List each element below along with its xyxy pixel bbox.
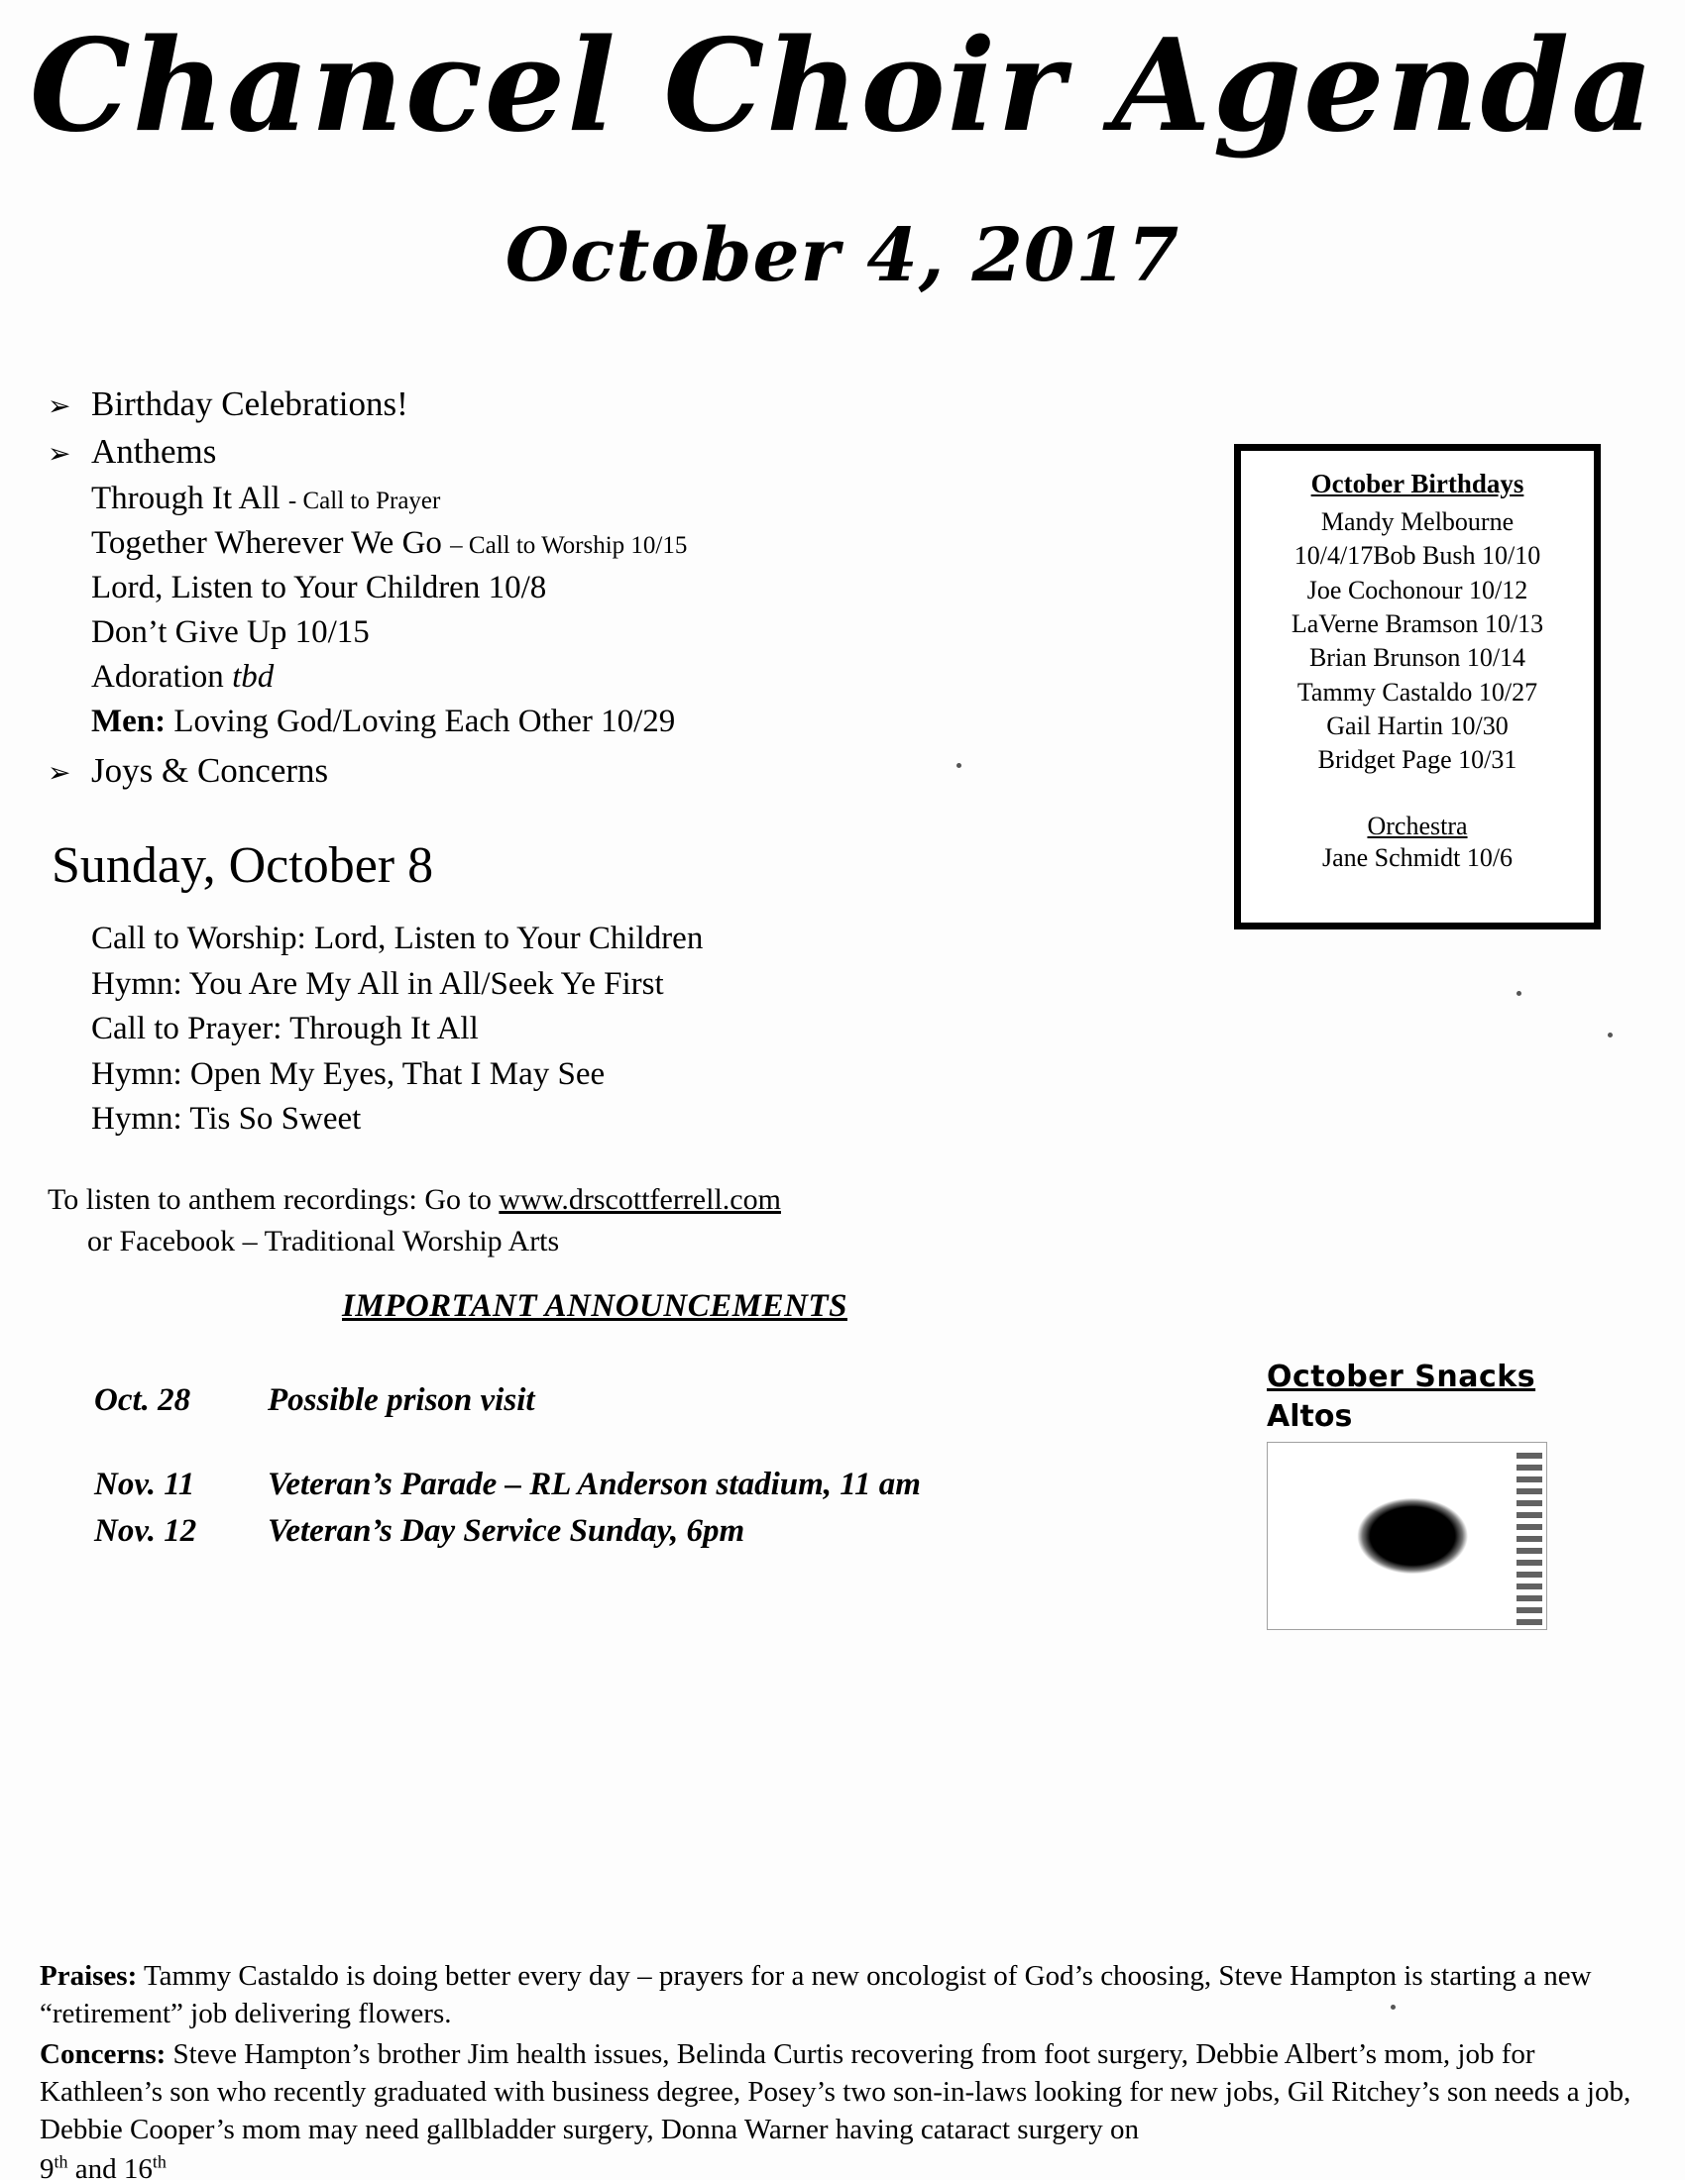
- anthem-note: tbd: [232, 658, 275, 695]
- praises-label: Praises:: [40, 1960, 138, 1992]
- list-item: [48, 429, 1187, 475]
- anthem-row: [91, 521, 1187, 566]
- anthem-row: [91, 700, 1187, 744]
- agenda-top-list: [48, 382, 1187, 796]
- birthday-entry: Joe Cochonour 10/12: [1306, 575, 1528, 604]
- announcement-text: Veteran’s Parade – RL Anderson stadium, 11 am: [268, 1466, 921, 1502]
- praises-paragraph: [40, 1957, 1645, 2033]
- cut-line-mid: and 16: [67, 2153, 153, 2184]
- service-line: Hymn: You Are My All in All/Seek Ye First: [91, 965, 664, 1002]
- sunday-heading: Sunday, October 8: [52, 837, 434, 894]
- recordings-website-link[interactable]: www.drscottferrell.com: [499, 1183, 781, 1216]
- page-subtitle: October 4, 2017: [505, 213, 1180, 298]
- service-line: Call to Worship: Lord, Listen to Your Children: [91, 921, 704, 956]
- recordings-note-second-line: or Facebook – Traditional Worship Arts: [87, 1225, 560, 1257]
- service-line: Call to Prayer: Through It All: [91, 1011, 479, 1047]
- praises-concerns-footer: [40, 1957, 1645, 2184]
- birthdays-content: [1241, 451, 1594, 875]
- anthem-label-men: Men:: [91, 703, 167, 739]
- list-item: [48, 382, 1187, 427]
- anthem-row: [91, 566, 1187, 610]
- announcement-date: Nov. 12: [94, 1512, 197, 1549]
- anthem-title: Loving God/Loving Each Other 10/29: [173, 703, 676, 739]
- birthday-entry: LaVerne Bramson 10/13: [1291, 608, 1544, 638]
- page-title: Chancel Choir Agenda: [29, 12, 1656, 161]
- birthday-entry: Bridget Page 10/31: [1317, 745, 1517, 775]
- october-snacks-group: Altos: [1267, 1399, 1353, 1434]
- orchestra-title: Orchestra: [1367, 811, 1468, 840]
- anthem-row: [91, 477, 1187, 521]
- anthem-title: Lord, Listen to Your Children 10/8: [91, 570, 547, 606]
- coffee-cup-photo: [1267, 1442, 1547, 1630]
- announcements-heading: IMPORTANT ANNOUNCEMENTS: [342, 1288, 847, 1324]
- birthday-entry: 10/4/17Bob Bush 10/10: [1293, 541, 1541, 571]
- announcement-row: [94, 1508, 1135, 1555]
- orchestra-entry: Jane Schmidt 10/6: [1321, 842, 1514, 872]
- announcement-text: Possible prison visit: [268, 1382, 535, 1418]
- birthdays-title: October Birthdays: [1310, 469, 1524, 498]
- anthem-row: [91, 610, 1187, 655]
- scan-speckle: [1516, 991, 1521, 996]
- announcement-date: Oct. 28: [94, 1382, 191, 1418]
- spacer: [94, 1424, 1135, 1462]
- arrow-bullet-icon: ➢: [48, 755, 71, 789]
- birthday-entry: Brian Brunson 10/14: [1308, 643, 1526, 673]
- announcements-list: [94, 1377, 1135, 1555]
- scan-speckle: [956, 763, 961, 768]
- concerns-label: Concerns:: [40, 2037, 167, 2070]
- concerns-text: Steve Hampton’s brother Jim health issues, Belinda Curtis recovering from foot surgery, Debbie Albert’s mom, job for Kathleen’s son who recently graduated with business degree, Posey’s two son-in-laws looking for new jobs, Gil Ritchey’s son needs a job, Debbie Cooper’s mom may need gallbladder surgery, Donna Warner having cataract surgery on: [40, 2037, 1631, 2146]
- arrow-bullet-icon: ➢: [48, 389, 71, 422]
- announcement-row: [94, 1377, 1135, 1424]
- announcement-text: Veteran’s Day Service Sunday, 6pm: [268, 1512, 745, 1549]
- recordings-note: [48, 1179, 781, 1262]
- agenda-item-birthday: Birthday Celebrations!: [91, 384, 408, 423]
- anthem-title: Through It All: [91, 481, 281, 517]
- service-line: Hymn: Open My Eyes, That I May See: [91, 1055, 606, 1092]
- list-item: [48, 748, 1187, 794]
- agenda-item-anthems: Anthems: [91, 432, 217, 472]
- cut-off-line: [40, 2150, 1645, 2184]
- concerns-paragraph: [40, 2035, 1645, 2149]
- announcement-date: Nov. 11: [94, 1466, 195, 1502]
- sunday-order-of-service: [91, 917, 703, 1143]
- anthem-note: – Call to Worship 10/15: [450, 532, 688, 560]
- birthday-entry: Tammy Castaldo 10/27: [1296, 677, 1538, 707]
- october-snacks-title: October Snacks: [1267, 1360, 1536, 1394]
- agenda-item-joys-concerns: Joys & Concerns: [91, 750, 329, 790]
- anthem-list: [91, 477, 1187, 743]
- cut-line-sup2: th: [152, 2151, 167, 2172]
- cut-line-prefix: 9: [40, 2153, 55, 2184]
- birthday-entry: Mandy Melbourne: [1320, 507, 1515, 536]
- anthem-title: Together Wherever We Go: [91, 525, 442, 562]
- anthem-title: Don’t Give Up 10/15: [91, 614, 370, 650]
- arrow-bullet-icon: ➢: [48, 437, 71, 471]
- anthem-title: Adoration: [91, 658, 224, 695]
- birthday-entry: Gail Hartin 10/30: [1326, 710, 1509, 740]
- recordings-note-prefix: To listen to anthem recordings: Go to: [48, 1183, 500, 1216]
- anthem-row: [91, 655, 1187, 700]
- praises-text: Tammy Castaldo is doing better every day – prayers for a new oncologist of God’s choosing, Steve Hampton is starting a new “retirement” job delivering flowers.: [40, 1960, 1592, 2030]
- announcement-row: [94, 1462, 1135, 1508]
- anthem-note: - Call to Prayer: [287, 488, 441, 515]
- service-line: Hymn: Tis So Sweet: [91, 1101, 362, 1138]
- october-birthdays-box: [1234, 444, 1601, 929]
- cut-line-sup1: th: [54, 2151, 68, 2172]
- scan-speckle: [1608, 1033, 1613, 1037]
